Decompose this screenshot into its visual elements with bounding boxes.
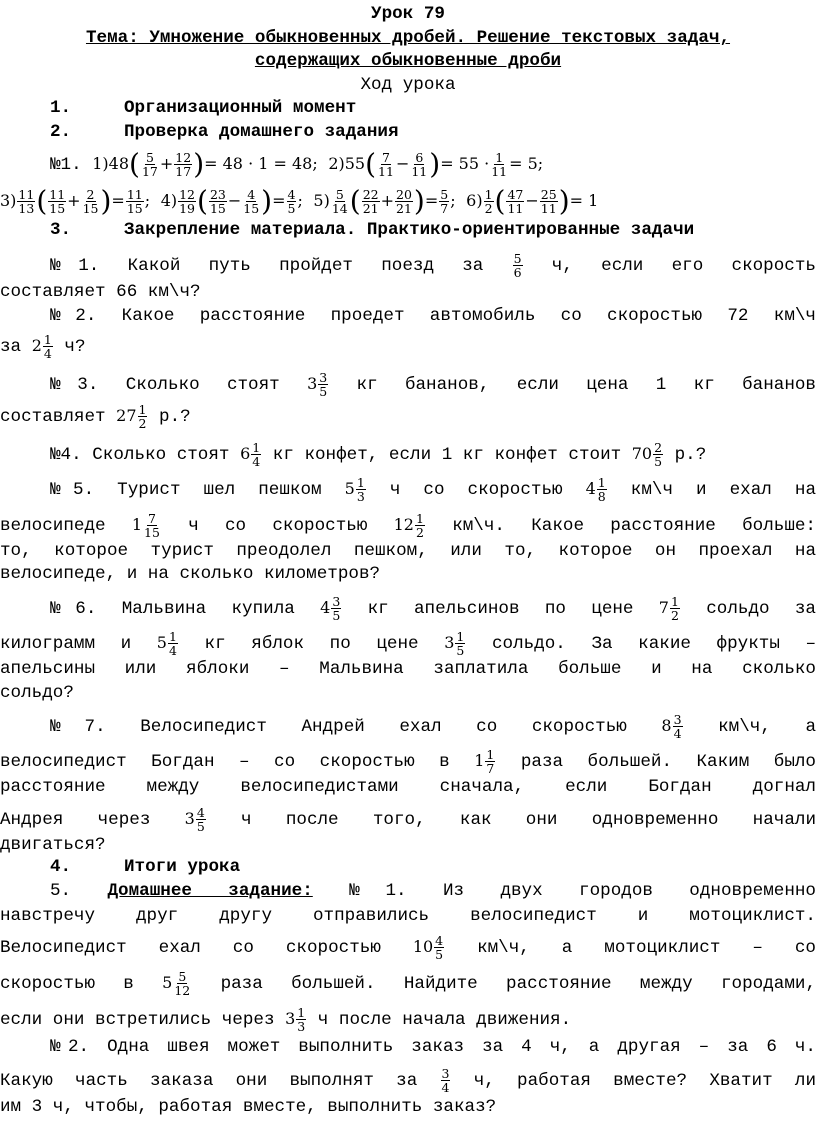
fraction: $\frac{12}{19}$ [179,187,196,216]
fraction: $\frac{7}{15}$ [144,511,160,540]
fraction: $\frac{22}{21}$ [362,187,379,216]
lesson-number: Урок 79 [371,4,445,24]
fraction: $\frac{11}{15}$ [49,187,66,216]
task-7-line-3: расстояние между велосипедистами сначала, если Богдан догнал [0,777,816,797]
task-5-line-3: то, которое турист преодолел пешком, или то, которое он проехал на [0,541,816,561]
fraction: $\frac{11}{13}$ [18,187,35,216]
homework-line-4: скоростью в 5 $\frac{5}{12}$ раза большей. Найдите расстояние между городами, [0,969,816,998]
homework-line-2: навстречу друг другу отправились велосипедист и мотоциклист. [0,906,816,926]
task-5-line-2: велосипеде 1 $\frac{7}{15}$ ч со скоростью 12 $\frac{1}{2}$ км\ч. Какое расстояние больше: [0,511,816,540]
fraction: $\frac{1}{5}$ [456,629,465,658]
fraction: $\frac{4}{5}$ [196,805,205,834]
fraction: $\frac{1}{4}$ [168,629,177,658]
task-1-line-1: №1. Какой путь пройдет поезд за $\frac{5}{6}$ ч, если его скорость [50,251,816,280]
course-heading: Ход урока [360,75,456,95]
homework-line-3: Велосипедист ехал со скоростью 10 $\frac{4}{5}$ км\ч, а мотоциклист – со [0,933,816,962]
fraction: $\frac{1}{7}$ [486,747,495,776]
task-6-line-3: апельсины или яблоки – Мальвина заплатила больше и на сколько [0,659,816,679]
task-7-line-1: №7. Велосипедист Андрей ехал со скоростью 8 $\frac{3}{4}$ км\ч, а [50,712,816,741]
fraction: $\frac{5}{7}$ [440,187,449,216]
fraction: $\frac{47}{11}$ [507,187,524,216]
fraction: $\frac{2}{5}$ [654,440,663,469]
fraction: $\frac{2}{15}$ [82,187,99,216]
homework-line-7: Какую часть заказа они выполнят за $\frac{3}{4}$ ч, работая вместе? Хватит ли [0,1066,816,1095]
fraction: $\frac{20}{21}$ [396,187,412,216]
fraction: $\frac{5}{6}$ [513,251,522,280]
fraction: $\frac{1}{3}$ [356,475,365,504]
fraction: $\frac{12}{17}$ [175,150,192,179]
homework-line-6: №2. Одна швея может выполнить заказ за 4 ч, а другая – за 6 ч. [50,1037,816,1057]
topic-line-1: Тема: Умножение обыкновенных дробей. Решение текстовых задач, [85,28,731,48]
fraction: $\frac{5}{17}$ [141,150,158,179]
homework-line-8: им 3 ч, чтобы, работая вместе, выполнить заказ? [0,1097,497,1117]
task-6-line-2: килограмм и 5 $\frac{1}{4}$ кг яблок по цене 3 $\frac{1}{5}$ сольдо. За какие фрукты – [0,629,816,658]
task-1-line-2: составляет 66 км\ч? [0,282,201,302]
fraction: $\frac{3}{5}$ [319,370,328,399]
homework-line-1: 5. Домашнее задание: №1. Из двух городов одновременно [50,881,816,901]
homework-check-line-2: 3) $\frac{11}{13}$ ( $\frac{11}{15}$ + $\frac{2}{15}$ )= $\frac{11}{15}$ ; 4) $\frac{12}{19}$ ( $\frac{23}{15}$ − $\frac{4}{15}$ )= $\frac{4}{5}$ ; 5) $\frac{5}{14}$ ( $\frac{22}{21}$ + $\frac{20}{21}$ )= $\frac{5}{7}$ ; 6) $\frac{1}{2}$ ( $\frac{47}{11}$ − $\frac{25}{11}$ )= 1 [0,184,599,218]
fraction: $\frac{3}{4}$ [673,712,682,741]
fraction: $\frac{4}{5}$ [287,187,296,216]
fraction: $\frac{25}{11}$ [540,187,557,216]
fraction: $\frac{1}{8}$ [597,475,606,504]
task-2-line-2: за 2 $\frac{1}{4}$ ч? [0,332,86,361]
task-7-line-2: велосипедист Богдан – со скоростью в 1 $\frac{1}{7}$ раза большей. Каким было [0,747,816,776]
task-5-line-1: №5. Турист шел пешком 5 $\frac{1}{3}$ ч со скоростью 4 $\frac{1}{8}$ км\ч и ехал на [50,475,816,504]
fraction: $\frac{1}{2}$ [415,511,424,540]
homework-line-5: если они встретились через 3 $\frac{1}{3}$ ч после начала движения. [0,1005,572,1034]
task-4-line-1: №4. Сколько стоят 6 $\frac{1}{4}$ кг конфет, если 1 кг конфет стоит 70 $\frac{2}{5}$ р.? [50,440,707,469]
task-3-line-2: составляет 27 $\frac{1}{2}$ р.? [0,402,191,431]
homework-check-line-1: №1. 1)48( $\frac{5}{17}$ + $\frac{12}{17}$ )= 48 · 1 = 48; 2)55( $\frac{7}{11}$ − $\frac{6}{11}$ )= 55 · $\frac{1}{11}$ = 5; [50,147,544,181]
fraction: $\frac{11}{15}$ [126,187,143,216]
task-5-line-4: велосипеде, и на сколько километров? [0,564,381,584]
fraction: $\frac{5}{12}$ [174,969,191,998]
task-3-line-1: №3. Сколько стоят 3 $\frac{3}{5}$ кг бананов, если цена 1 кг бананов [50,370,816,399]
task-7-line-4: Андрея через 3 $\frac{4}{5}$ ч после того, как они одновременно начали [0,805,816,834]
task-7-line-5: двигаться? [0,835,106,855]
section-3-heading: 3. Закрепление материала. Практико-ориентированные задачи [50,220,695,240]
fraction: $\frac{1}{2}$ [138,402,147,431]
fraction: $\frac{1}{3}$ [297,1005,306,1034]
task-6-line-1: №6. Мальвина купила 4 $\frac{3}{5}$ кг апельсинов по цене 7 $\frac{1}{2}$ сольдо за [50,594,816,623]
fraction: $\frac{1}{4}$ [43,332,52,361]
fraction: $\frac{3}{4}$ [441,1066,450,1095]
task-6-line-4: сольдо? [0,683,74,703]
fraction: $\frac{3}{5}$ [332,594,341,623]
fraction: $\frac{1}{2}$ [670,594,679,623]
topic-line-2: содержащих обыкновенные дроби [254,51,562,71]
fraction: $\frac{6}{11}$ [411,150,428,179]
fraction: $\frac{1}{2}$ [484,187,493,216]
fraction: $\frac{23}{15}$ [209,187,226,216]
section-4-heading: 4. Итоги урока [50,857,241,877]
fraction: $\frac{5}{14}$ [331,187,348,216]
fraction: $\frac{7}{11}$ [378,150,394,179]
task-2-line-1: №2. Какое расстояние проедет автомобиль со скоростью 72 км\ч [50,306,816,326]
fraction: $\frac{1}{4}$ [252,440,261,469]
section-1-heading: 1. Организационный момент [50,98,357,118]
fraction: $\frac{4}{15}$ [243,187,260,216]
section-5-heading: Домашнее задание: [107,881,313,901]
fraction: $\frac{1}{11}$ [491,150,508,179]
section-2-heading: 2. Проверка домашнего задания [50,122,399,142]
fraction: $\frac{4}{5}$ [435,933,444,962]
